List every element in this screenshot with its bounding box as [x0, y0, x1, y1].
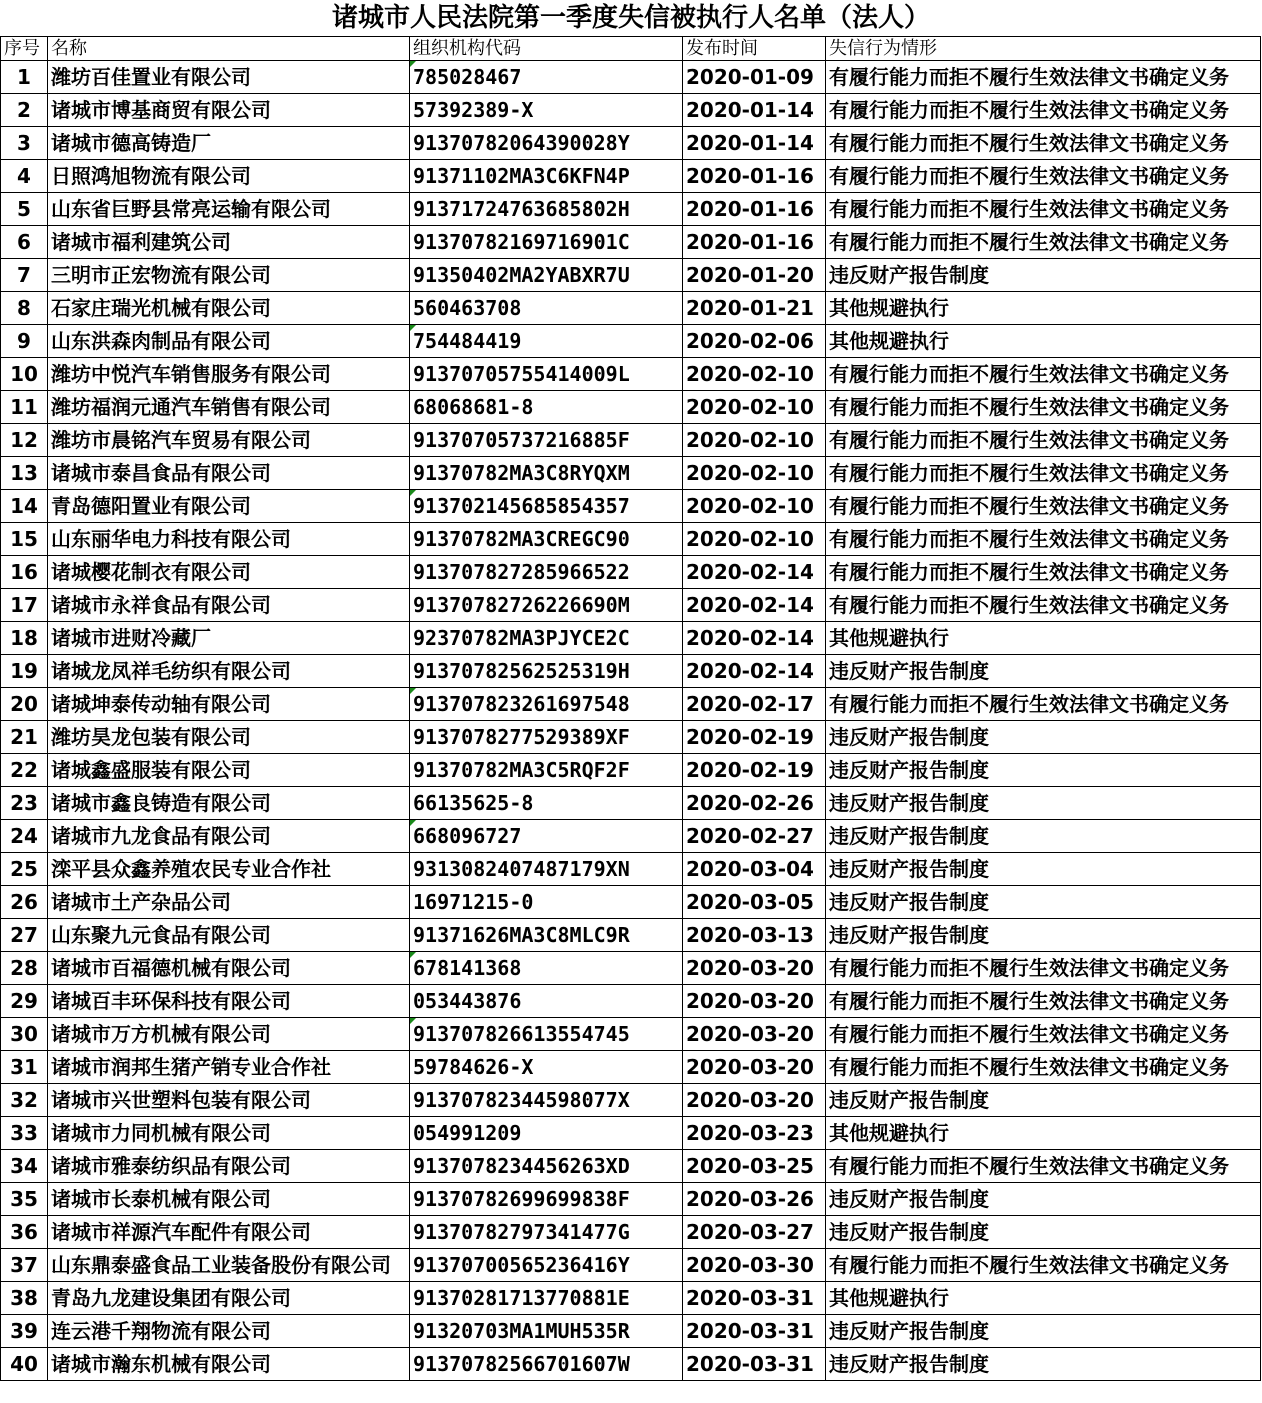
publish-date-cell: 2020-02-19 [683, 721, 826, 754]
company-name-cell: 青岛德阳置业有限公司 [48, 490, 410, 523]
table-row [1, 325, 1261, 358]
row-number-cell: 1 [1, 61, 48, 94]
row-number-cell: 12 [1, 424, 48, 457]
publish-date-cell: 2020-03-20 [683, 985, 826, 1018]
org-code-cell: 91370782344598077X [410, 1084, 683, 1117]
violation-reason-cell: 违反财产报告制度 [826, 820, 1261, 853]
table-row [1, 655, 1261, 688]
row-number-cell: 10 [1, 358, 48, 391]
table-row [1, 61, 1261, 94]
header-cell-reason: 失信行为情形 [826, 37, 1261, 61]
company-name-cell: 诸城市土产杂品公司 [48, 886, 410, 919]
publish-date-cell: 2020-03-31 [683, 1315, 826, 1348]
company-name-cell: 诸城市永祥食品有限公司 [48, 589, 410, 622]
table-row [1, 1216, 1261, 1249]
table-row [1, 1117, 1261, 1150]
org-code-cell: 913707826613554745 [410, 1018, 683, 1051]
company-name-cell: 诸城市雅泰纺织品有限公司 [48, 1150, 410, 1183]
row-number-cell: 33 [1, 1117, 48, 1150]
violation-reason-cell: 违反财产报告制度 [826, 1084, 1261, 1117]
table-row [1, 787, 1261, 820]
violation-reason-cell: 违反财产报告制度 [826, 1315, 1261, 1348]
org-code-cell: 560463708 [410, 292, 683, 325]
row-number-cell: 26 [1, 886, 48, 919]
publish-date-cell: 2020-03-20 [683, 1084, 826, 1117]
publish-date-cell: 2020-03-27 [683, 1216, 826, 1249]
table-row [1, 1150, 1261, 1183]
violation-reason-cell: 违反财产报告制度 [826, 1183, 1261, 1216]
row-number-cell: 16 [1, 556, 48, 589]
table-row [1, 985, 1261, 1018]
org-code-cell: 785028467 [410, 61, 683, 94]
violation-reason-cell: 有履行能力而拒不履行生效法律文书确定义务 [826, 952, 1261, 985]
publish-date-cell: 2020-02-10 [683, 457, 826, 490]
org-code-cell: 68068681-8 [410, 391, 683, 424]
company-name-cell: 山东洪森肉制品有限公司 [48, 325, 410, 358]
row-number-cell: 37 [1, 1249, 48, 1282]
company-name-cell: 诸城市万方机械有限公司 [48, 1018, 410, 1051]
table-row [1, 226, 1261, 259]
violation-reason-cell: 有履行能力而拒不履行生效法律文书确定义务 [826, 490, 1261, 523]
company-name-cell: 潍坊昊龙包装有限公司 [48, 721, 410, 754]
org-code-cell: 91370705755414009L [410, 358, 683, 391]
row-number-cell: 25 [1, 853, 48, 886]
row-number-cell: 22 [1, 754, 48, 787]
table-row [1, 853, 1261, 886]
table-row [1, 556, 1261, 589]
company-name-cell: 石家庄瑞光机械有限公司 [48, 292, 410, 325]
table-row [1, 622, 1261, 655]
publish-date-cell: 2020-01-16 [683, 160, 826, 193]
table-row [1, 1315, 1261, 1348]
row-number-cell: 9 [1, 325, 48, 358]
org-code-cell: 91370782MA3C5RQF2F [410, 754, 683, 787]
table-row [1, 127, 1261, 160]
company-name-cell: 诸城市博基商贸有限公司 [48, 94, 410, 127]
company-name-cell: 滦平县众鑫养殖农民专业合作社 [48, 853, 410, 886]
publish-date-cell: 2020-02-14 [683, 589, 826, 622]
publish-date-cell: 2020-01-21 [683, 292, 826, 325]
org-code-cell: 66135625-8 [410, 787, 683, 820]
row-number-cell: 7 [1, 259, 48, 292]
company-name-cell: 诸城市德高铸造厂 [48, 127, 410, 160]
row-number-cell: 18 [1, 622, 48, 655]
header-cell-number: 序号 [1, 37, 48, 61]
company-name-cell: 诸城市九龙食品有限公司 [48, 820, 410, 853]
table-row [1, 160, 1261, 193]
violation-reason-cell: 有履行能力而拒不履行生效法律文书确定义务 [826, 61, 1261, 94]
org-code-cell: 91371724763685802H [410, 193, 683, 226]
row-number-cell: 8 [1, 292, 48, 325]
row-number-cell: 38 [1, 1282, 48, 1315]
row-number-cell: 36 [1, 1216, 48, 1249]
violation-reason-cell: 有履行能力而拒不履行生效法律文书确定义务 [826, 589, 1261, 622]
company-name-cell: 连云港千翔物流有限公司 [48, 1315, 410, 1348]
publish-date-cell: 2020-02-14 [683, 655, 826, 688]
violation-reason-cell: 有履行能力而拒不履行生效法律文书确定义务 [826, 1249, 1261, 1282]
violation-reason-cell: 有履行能力而拒不履行生效法律文书确定义务 [826, 985, 1261, 1018]
publish-date-cell: 2020-01-16 [683, 193, 826, 226]
company-name-cell: 山东聚九元食品有限公司 [48, 919, 410, 952]
row-number-cell: 15 [1, 523, 48, 556]
org-code-cell: 91370782169716901C [410, 226, 683, 259]
org-code-cell: 913702145685854357 [410, 490, 683, 523]
violation-reason-cell: 违反财产报告制度 [826, 886, 1261, 919]
violation-reason-cell: 其他规避执行 [826, 325, 1261, 358]
org-code-cell: 91370782699699838F [410, 1183, 683, 1216]
row-number-cell: 34 [1, 1150, 48, 1183]
row-number-cell: 2 [1, 94, 48, 127]
row-number-cell: 20 [1, 688, 48, 721]
violation-reason-cell: 有履行能力而拒不履行生效法律文书确定义务 [826, 127, 1261, 160]
table-row [1, 193, 1261, 226]
violation-reason-cell: 违反财产报告制度 [826, 1348, 1261, 1381]
violation-reason-cell: 其他规避执行 [826, 292, 1261, 325]
org-code-cell: 9137078234456263XD [410, 1150, 683, 1183]
org-code-cell: 92370782MA3PJYCE2C [410, 622, 683, 655]
table-row [1, 1282, 1261, 1315]
table-row [1, 523, 1261, 556]
row-number-cell: 40 [1, 1348, 48, 1381]
table-row [1, 1249, 1261, 1282]
table-row [1, 589, 1261, 622]
company-name-cell: 诸城市进财冷藏厂 [48, 622, 410, 655]
publish-date-cell: 2020-03-26 [683, 1183, 826, 1216]
table-row [1, 358, 1261, 391]
company-name-cell: 山东鼎泰盛食品工业装备股份有限公司 [48, 1249, 410, 1282]
publish-date-cell: 2020-03-04 [683, 853, 826, 886]
company-name-cell: 诸城龙凤祥毛纺织有限公司 [48, 655, 410, 688]
publish-date-cell: 2020-03-31 [683, 1282, 826, 1315]
publish-date-cell: 2020-03-13 [683, 919, 826, 952]
table-row [1, 457, 1261, 490]
publish-date-cell: 2020-01-20 [683, 259, 826, 292]
org-code-cell: 9313082407487179XN [410, 853, 683, 886]
publish-date-cell: 2020-03-05 [683, 886, 826, 919]
violation-reason-cell: 有履行能力而拒不履行生效法律文书确定义务 [826, 1150, 1261, 1183]
company-name-cell: 诸城市泰昌食品有限公司 [48, 457, 410, 490]
org-code-cell: 91350402MA2YABXR7U [410, 259, 683, 292]
publish-date-cell: 2020-02-10 [683, 424, 826, 457]
row-number-cell: 39 [1, 1315, 48, 1348]
publish-date-cell: 2020-02-27 [683, 820, 826, 853]
company-name-cell: 诸城市祥源汽车配件有限公司 [48, 1216, 410, 1249]
table-row [1, 721, 1261, 754]
table-row [1, 1084, 1261, 1117]
violation-reason-cell: 有履行能力而拒不履行生效法律文书确定义务 [826, 193, 1261, 226]
violation-reason-cell: 有履行能力而拒不履行生效法律文书确定义务 [826, 1018, 1261, 1051]
violation-reason-cell: 其他规避执行 [826, 1117, 1261, 1150]
violation-reason-cell: 有履行能力而拒不履行生效法律文书确定义务 [826, 391, 1261, 424]
violation-reason-cell: 违反财产报告制度 [826, 754, 1261, 787]
violation-reason-cell: 违反财产报告制度 [826, 259, 1261, 292]
org-code-cell: 91370705737216885F [410, 424, 683, 457]
org-code-cell: 91370782726226690M [410, 589, 683, 622]
company-name-cell: 诸城市福利建筑公司 [48, 226, 410, 259]
header-row [1, 37, 1261, 61]
publish-date-cell: 2020-02-10 [683, 358, 826, 391]
org-code-cell: 57392389-X [410, 94, 683, 127]
org-code-cell: 91370782MA3CREGC90 [410, 523, 683, 556]
row-number-cell: 21 [1, 721, 48, 754]
row-number-cell: 17 [1, 589, 48, 622]
table-row [1, 1018, 1261, 1051]
company-name-cell: 三明市正宏物流有限公司 [48, 259, 410, 292]
org-code-cell: 59784626-X [410, 1051, 683, 1084]
company-name-cell: 潍坊百佳置业有限公司 [48, 61, 410, 94]
row-number-cell: 32 [1, 1084, 48, 1117]
violation-reason-cell: 有履行能力而拒不履行生效法律文书确定义务 [826, 556, 1261, 589]
row-number-cell: 6 [1, 226, 48, 259]
table-row [1, 1051, 1261, 1084]
company-name-cell: 诸城市力同机械有限公司 [48, 1117, 410, 1150]
publish-date-cell: 2020-02-26 [683, 787, 826, 820]
org-code-cell: 668096727 [410, 820, 683, 853]
row-number-cell: 13 [1, 457, 48, 490]
table-row [1, 886, 1261, 919]
violation-reason-cell: 违反财产报告制度 [826, 1216, 1261, 1249]
company-name-cell: 诸城坤泰传动轴有限公司 [48, 688, 410, 721]
row-number-cell: 28 [1, 952, 48, 985]
publish-date-cell: 2020-02-10 [683, 490, 826, 523]
table-row [1, 292, 1261, 325]
org-code-cell: 054991209 [410, 1117, 683, 1150]
table-row [1, 490, 1261, 523]
org-code-cell: 91371626MA3C8MLC9R [410, 919, 683, 952]
row-number-cell: 31 [1, 1051, 48, 1084]
publish-date-cell: 2020-02-14 [683, 622, 826, 655]
org-code-cell: 91370782566701607W [410, 1348, 683, 1381]
table-row [1, 754, 1261, 787]
violation-reason-cell: 有履行能力而拒不履行生效法律文书确定义务 [826, 226, 1261, 259]
violation-reason-cell: 有履行能力而拒不履行生效法律文书确定义务 [826, 457, 1261, 490]
violation-reason-cell: 有履行能力而拒不履行生效法律文书确定义务 [826, 160, 1261, 193]
company-name-cell: 诸城樱花制衣有限公司 [48, 556, 410, 589]
org-code-cell: 754484419 [410, 325, 683, 358]
violation-reason-cell: 违反财产报告制度 [826, 787, 1261, 820]
row-number-cell: 23 [1, 787, 48, 820]
table-row [1, 952, 1261, 985]
org-code-cell: 913707827285966522 [410, 556, 683, 589]
publish-date-cell: 2020-03-20 [683, 952, 826, 985]
org-code-cell: 9137078277529389XF [410, 721, 683, 754]
publish-date-cell: 2020-01-16 [683, 226, 826, 259]
publish-date-cell: 2020-03-20 [683, 1051, 826, 1084]
org-code-cell: 91370782797341477G [410, 1216, 683, 1249]
org-code-cell: 91370782MA3C8RYQXM [410, 457, 683, 490]
violation-reason-cell: 有履行能力而拒不履行生效法律文书确定义务 [826, 424, 1261, 457]
row-number-cell: 29 [1, 985, 48, 1018]
org-code-cell: 91370281713770881E [410, 1282, 683, 1315]
row-number-cell: 3 [1, 127, 48, 160]
publish-date-cell: 2020-03-20 [683, 1018, 826, 1051]
publish-date-cell: 2020-03-25 [683, 1150, 826, 1183]
row-number-cell: 11 [1, 391, 48, 424]
publish-date-cell: 2020-03-31 [683, 1348, 826, 1381]
company-name-cell: 潍坊中悦汽车销售服务有限公司 [48, 358, 410, 391]
row-number-cell: 5 [1, 193, 48, 226]
company-name-cell: 潍坊福润元通汽车销售有限公司 [48, 391, 410, 424]
publish-date-cell: 2020-02-10 [683, 391, 826, 424]
company-name-cell: 山东省巨野县常亮运输有限公司 [48, 193, 410, 226]
publish-date-cell: 2020-01-14 [683, 127, 826, 160]
row-number-cell: 27 [1, 919, 48, 952]
table-row [1, 391, 1261, 424]
org-code-cell: 913707823261697548 [410, 688, 683, 721]
violation-reason-cell: 其他规避执行 [826, 622, 1261, 655]
table-row [1, 259, 1261, 292]
page-title: 诸城市人民法院第一季度失信被执行人名单（法人） [331, 3, 930, 33]
violation-reason-cell: 有履行能力而拒不履行生效法律文书确定义务 [826, 1051, 1261, 1084]
company-name-cell: 日照鸿旭物流有限公司 [48, 160, 410, 193]
table-row [1, 94, 1261, 127]
publish-date-cell: 2020-02-06 [683, 325, 826, 358]
violation-reason-cell: 违反财产报告制度 [826, 655, 1261, 688]
violation-reason-cell: 有履行能力而拒不履行生效法律文书确定义务 [826, 688, 1261, 721]
header-cell-name: 名称 [48, 37, 410, 61]
table-row [1, 688, 1261, 721]
publish-date-cell: 2020-01-14 [683, 94, 826, 127]
violation-reason-cell: 有履行能力而拒不履行生效法律文书确定义务 [826, 523, 1261, 556]
publish-date-cell: 2020-01-09 [683, 61, 826, 94]
table-row [1, 424, 1261, 457]
row-number-cell: 14 [1, 490, 48, 523]
company-name-cell: 诸城市润邦生猪产销专业合作社 [48, 1051, 410, 1084]
row-number-cell: 4 [1, 160, 48, 193]
violation-reason-cell: 违反财产报告制度 [826, 919, 1261, 952]
company-name-cell: 诸城市长泰机械有限公司 [48, 1183, 410, 1216]
company-name-cell: 诸城市鑫良铸造有限公司 [48, 787, 410, 820]
company-name-cell: 诸城百丰环保科技有限公司 [48, 985, 410, 1018]
row-number-cell: 35 [1, 1183, 48, 1216]
publish-date-cell: 2020-02-14 [683, 556, 826, 589]
violation-reason-cell: 有履行能力而拒不履行生效法律文书确定义务 [826, 94, 1261, 127]
company-name-cell: 潍坊市晨铭汽车贸易有限公司 [48, 424, 410, 457]
org-code-cell: 91370700565236416Y [410, 1249, 683, 1282]
company-name-cell: 诸城市兴世塑料包装有限公司 [48, 1084, 410, 1117]
row-number-cell: 30 [1, 1018, 48, 1051]
publish-date-cell: 2020-02-17 [683, 688, 826, 721]
violation-reason-cell: 有履行能力而拒不履行生效法律文书确定义务 [826, 358, 1261, 391]
table-row [1, 1183, 1261, 1216]
org-code-cell: 91320703MA1MUH535R [410, 1315, 683, 1348]
violation-reason-cell: 其他规避执行 [826, 1282, 1261, 1315]
publish-date-cell: 2020-03-30 [683, 1249, 826, 1282]
company-name-cell: 诸城市百福德机械有限公司 [48, 952, 410, 985]
org-code-cell: 91371102MA3C6KFN4P [410, 160, 683, 193]
org-code-cell: 678141368 [410, 952, 683, 985]
company-name-cell: 青岛九龙建设集团有限公司 [48, 1282, 410, 1315]
violation-reason-cell: 违反财产报告制度 [826, 721, 1261, 754]
table-row [1, 1348, 1261, 1381]
table-row [1, 820, 1261, 853]
org-code-cell: 91370782562525319H [410, 655, 683, 688]
publish-date-cell: 2020-02-19 [683, 754, 826, 787]
org-code-cell: 053443876 [410, 985, 683, 1018]
header-cell-code: 组织机构代码 [410, 37, 683, 61]
org-code-cell: 91370782064390028Y [410, 127, 683, 160]
table-row [1, 919, 1261, 952]
publish-date-cell: 2020-02-10 [683, 523, 826, 556]
company-name-cell: 诸城鑫盛服装有限公司 [48, 754, 410, 787]
company-name-cell: 山东丽华电力科技有限公司 [48, 523, 410, 556]
row-number-cell: 19 [1, 655, 48, 688]
blacklist-table [0, 36, 1261, 1381]
violation-reason-cell: 违反财产报告制度 [826, 853, 1261, 886]
company-name-cell: 诸城市瀚东机械有限公司 [48, 1348, 410, 1381]
header-cell-date: 发布时间 [683, 37, 826, 61]
row-number-cell: 24 [1, 820, 48, 853]
org-code-cell: 16971215-0 [410, 886, 683, 919]
publish-date-cell: 2020-03-23 [683, 1117, 826, 1150]
